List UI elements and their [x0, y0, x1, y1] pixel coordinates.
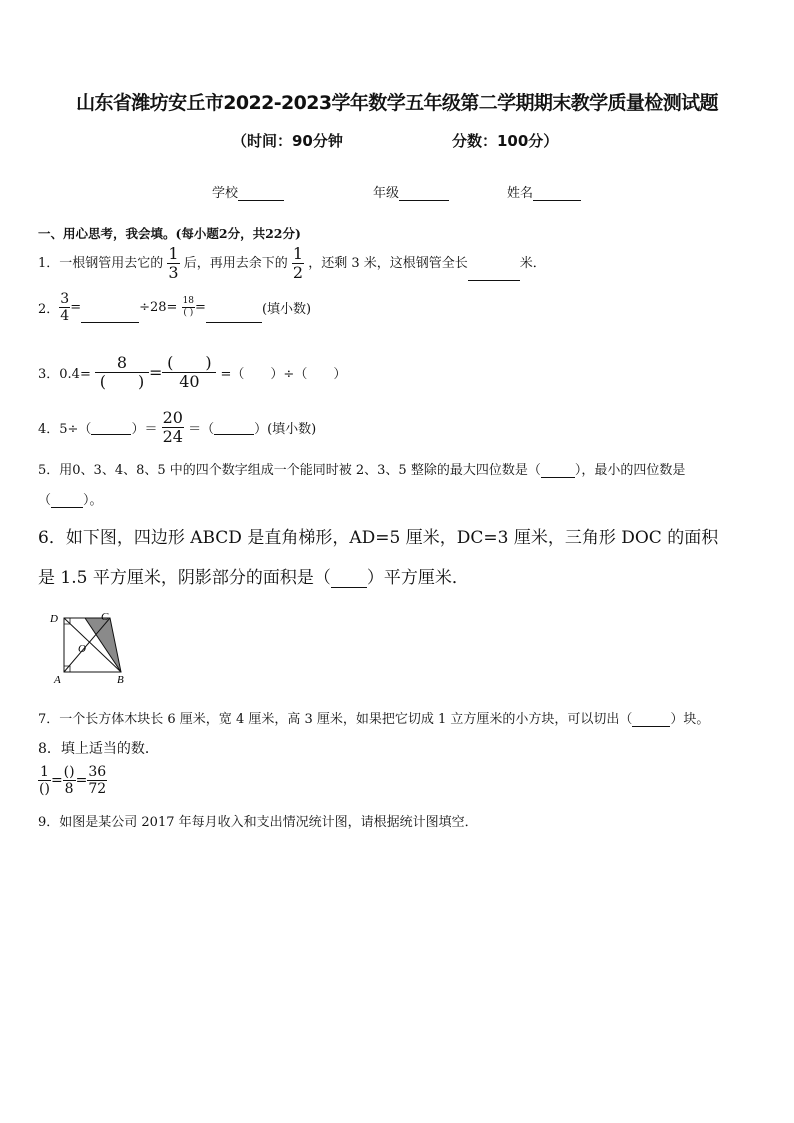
q1-f1-num: 1	[168, 244, 179, 263]
q7-text-a: 7．一个长方体木块长 6 厘米，宽 4 厘米，高 3 厘米，如果把它切成 1 立方厘米的小方块，可以切出（	[38, 712, 633, 727]
q8-f2-num: ()	[63, 764, 75, 780]
q4-text-d: ）(填小数)	[254, 422, 317, 437]
exam-score: 分数：100分）	[452, 132, 559, 150]
q8-fraction-2	[63, 765, 76, 796]
question-8: 8．填上适当的数．	[38, 741, 159, 757]
q2-fraction	[59, 292, 70, 323]
q7-blank[interactable]	[632, 713, 670, 727]
q1-fraction-2	[292, 246, 304, 281]
q2-text-b: ÷28=	[139, 300, 178, 315]
q4-text-a: 4．5÷（	[38, 422, 92, 437]
q4-f-den: 24	[162, 427, 183, 446]
q8-f1-den: ()	[39, 781, 50, 797]
q4-fraction	[162, 410, 184, 445]
q8-f2-den: 8	[63, 780, 76, 796]
question-5-line-2	[38, 489, 103, 508]
name-label: 姓名	[507, 186, 534, 201]
q1-f2-den: 2	[292, 263, 304, 282]
label-d: D	[50, 613, 58, 625]
q8-eq-2: =	[75, 772, 88, 789]
q3-f1-num: 8	[116, 353, 128, 372]
q4-text-b: ）＝	[131, 422, 158, 437]
q1-f1-den: 3	[168, 263, 179, 282]
trapezoid-figure	[44, 606, 134, 688]
q2-eq-1: =	[70, 300, 82, 315]
q8-fraction-1	[38, 765, 51, 796]
question-1	[38, 246, 546, 281]
label-b: B	[117, 674, 124, 686]
question-2	[38, 292, 311, 323]
page-title: 山东省潍坊安丘市2022-2023学年数学五年级第二学期期末教学质量检测试题	[76, 92, 718, 114]
grade-blank[interactable]	[399, 186, 449, 201]
question-4	[38, 410, 316, 445]
grade-field	[373, 182, 449, 201]
q4-blank-2[interactable]	[214, 421, 254, 435]
q3-f2-num: ( )	[167, 353, 212, 372]
q6-text-b: ）平方厘米．	[366, 568, 469, 588]
q2-number: 2．	[38, 302, 60, 317]
name-blank[interactable]	[533, 186, 581, 201]
q4-blank-1[interactable]	[91, 421, 131, 435]
q1-text-c: ，还剩 3 米，这根钢管全长	[308, 256, 468, 271]
grade-label: 年级	[373, 186, 400, 201]
question-6-line-2	[38, 563, 469, 588]
label-a: A	[54, 674, 61, 686]
q8-f3-den: 72	[88, 781, 107, 797]
name-field	[507, 182, 581, 201]
question-5-line-1	[38, 459, 685, 478]
q2-sf-den: ( )	[183, 308, 194, 318]
q3-eq: =	[148, 363, 163, 382]
q5-text-b: ），最小的四位数是	[574, 463, 686, 478]
q7-text-b: ）块。	[670, 712, 710, 727]
q8-eq-1: =	[50, 772, 63, 789]
q1-fraction-1	[167, 246, 179, 281]
q2-hint: (填小数)	[261, 302, 312, 317]
q2-f-den: 4	[60, 308, 70, 324]
question-8-equation	[38, 765, 107, 796]
q3-f2-den: 40	[162, 372, 216, 390]
q1-text-d: 米．	[519, 256, 546, 271]
q2-small-fraction	[182, 297, 195, 318]
q8-f1-num: 1	[40, 764, 49, 780]
q5-text-d: ）。	[83, 493, 103, 508]
q6-text-a: 是 1.5 平方厘米，阴影部分的面积是（	[38, 568, 331, 588]
q8-f3-num: 36	[88, 764, 107, 780]
q2-eq-2: =	[195, 300, 206, 315]
q4-text-c: ＝（	[188, 422, 215, 437]
school-field	[212, 182, 284, 201]
section-heading: 一、用心思考，我会填。(每小题2分，共22分)	[38, 226, 301, 241]
school-blank[interactable]	[238, 186, 284, 201]
q6-blank[interactable]	[331, 571, 367, 588]
school-label: 学校	[212, 186, 239, 201]
q5-blank-1[interactable]	[541, 464, 575, 478]
q8-fraction-3	[87, 765, 107, 796]
q1-f2-num: 1	[292, 244, 304, 263]
q3-fraction-1	[95, 355, 149, 390]
q3-f1-den: ( )	[95, 372, 149, 390]
q1-text-b: 后，再用去余下的	[183, 256, 288, 271]
q2-blank-2[interactable]	[206, 309, 262, 323]
q3-fraction-2	[162, 355, 216, 390]
question-3	[38, 355, 346, 390]
q5-blank-2[interactable]	[51, 494, 83, 508]
q2-sf-num: 18	[182, 296, 195, 306]
label-c: C	[101, 611, 109, 623]
q3-text-a: 3．0.4=	[38, 367, 91, 382]
q3-text-b: =（ ）÷（ ）	[220, 367, 347, 382]
question-9: 9．如图是某公司 2017 年每月收入和支出情况统计图，请根据统计图填空．	[38, 815, 478, 830]
question-6-line-1: 6．如下图，四边形 ABCD 是直角梯形，AD=5 厘米，DC=3 厘米，三角形 DOC 的面积	[38, 528, 719, 548]
q5-text-c: （	[38, 493, 52, 508]
question-7	[38, 708, 709, 727]
q1-answer-blank[interactable]	[468, 267, 520, 281]
label-o: O	[78, 643, 86, 655]
q2-f-num: 3	[60, 291, 70, 307]
q2-blank-1[interactable]	[81, 309, 139, 323]
q1-text-a: 1．一根钢管用去它的	[38, 256, 164, 271]
q4-f-num: 20	[162, 408, 183, 427]
exam-time: （时间：90分钟	[232, 132, 343, 150]
q5-text-a: 5．用0、3、4、8、5 中的四个数字组成一个能同时被 2、3、5 整除的最大四位数是（	[38, 463, 541, 478]
